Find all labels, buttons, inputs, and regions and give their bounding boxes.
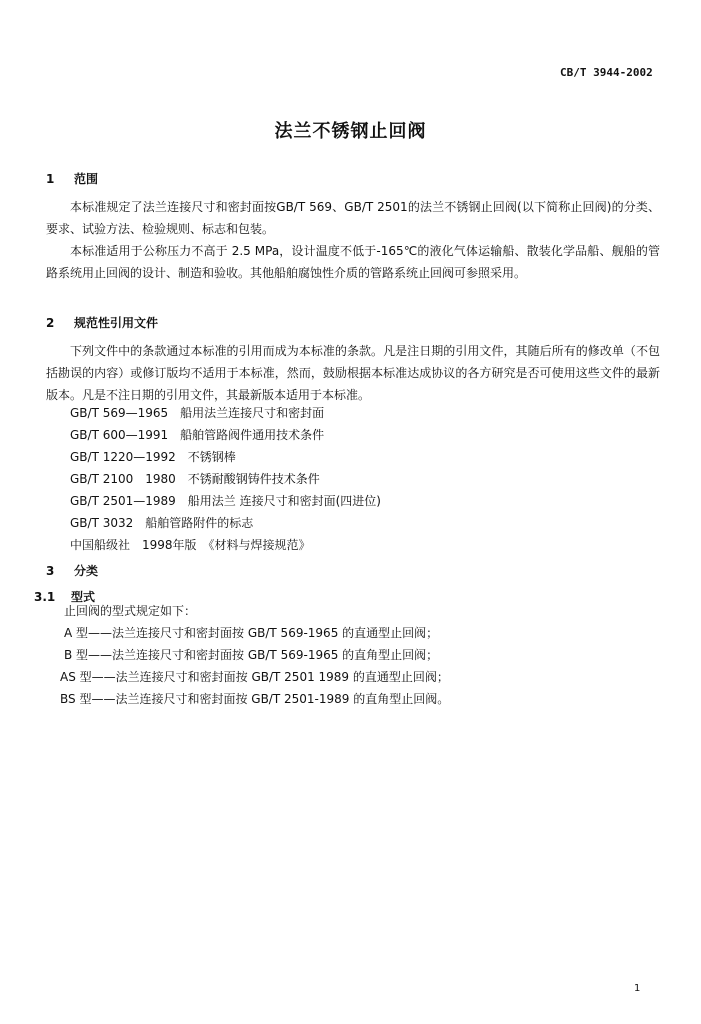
subsection-number: 3.1 bbox=[34, 590, 56, 604]
reference-item: 中国船级社 1998年版 《材料与焊接规范》 bbox=[70, 538, 311, 552]
types-intro: 止回阀的型式规定如下： bbox=[64, 604, 197, 618]
section-number: 3 bbox=[46, 564, 55, 578]
section-2-heading bbox=[46, 314, 158, 331]
reference-item: GB/T 2100 1980 不锈耐酸钢铸件技术条件 bbox=[70, 472, 320, 486]
section-title: 范围 bbox=[74, 172, 99, 186]
section-title: 规范性引用文件 bbox=[74, 316, 159, 330]
reference-item: GB/T 1220—1992 不锈钢棒 bbox=[70, 450, 236, 464]
type-item: AS 型——法兰连接尺寸和密封面按 GB/T 2501 1989 的直通型止回阀； bbox=[60, 670, 449, 684]
section-1-heading bbox=[46, 170, 98, 187]
reference-item: GB/T 2501—1989 船用法兰 连接尺寸和密封面(四进位) bbox=[70, 494, 381, 508]
reference-item: GB/T 569—1965 船用法兰连接尺寸和密封面 bbox=[70, 406, 325, 420]
subsection-title: 型式 bbox=[71, 590, 96, 604]
section-title: 分类 bbox=[74, 564, 99, 578]
reference-item: GB/T 600—1991 船舶管路阀件通用技术条件 bbox=[70, 428, 325, 442]
type-item: BS 型——法兰连接尺寸和密封面按 GB/T 2501-1989 的直角型止回阀。 bbox=[60, 692, 450, 706]
reference-item: GB/T 3032 船舶管路附件的标志 bbox=[70, 516, 254, 530]
section-number: 1 bbox=[46, 172, 55, 186]
section-1-paragraph-2: 本标准适用于公称压力不高于 2.5 MPa，设计温度不低于-165℃的液化气体运输船、散装化学品船、舰船的管路系统用止回阀的设计、制造和验收。其他船舶腐蚀性介质的管路系统止回阀可参照采用。 bbox=[46, 244, 660, 280]
document-title: 法兰不锈钢止回阀 bbox=[274, 121, 427, 142]
page-number: 1 bbox=[634, 983, 641, 994]
section-number: 2 bbox=[46, 316, 55, 330]
type-item: A 型——法兰连接尺寸和密封面按 GB/T 569-1965 的直通型止回阀； bbox=[64, 626, 439, 640]
standard-number: CB/T 3944-2002 bbox=[560, 66, 653, 79]
section-3-heading bbox=[46, 562, 98, 579]
section-1-paragraph-1: 本标准规定了法兰连接尺寸和密封面按GB/T 569、GB/T 2501的法兰不锈钢止回阀(以下简称止回阀)的分类、要求、试验方法、检验规则、标志和包装。 bbox=[46, 200, 660, 236]
section-2-intro: 下列文件中的条款通过本标准的引用而成为本标准的条款。凡是注日期的引用文件，其随后所有的修改单（不包括勘误的内容）或修订版均不适用于本标准，然而，鼓励根据本标准达成协议的各方研究是否可使用这些文件的最新版本。凡是不注日期的引用文件，其最新版本适用于本标准。 bbox=[46, 344, 660, 402]
type-item: B 型——法兰连接尺寸和密封面按 GB/T 569-1965 的直角型止回阀； bbox=[64, 648, 439, 662]
